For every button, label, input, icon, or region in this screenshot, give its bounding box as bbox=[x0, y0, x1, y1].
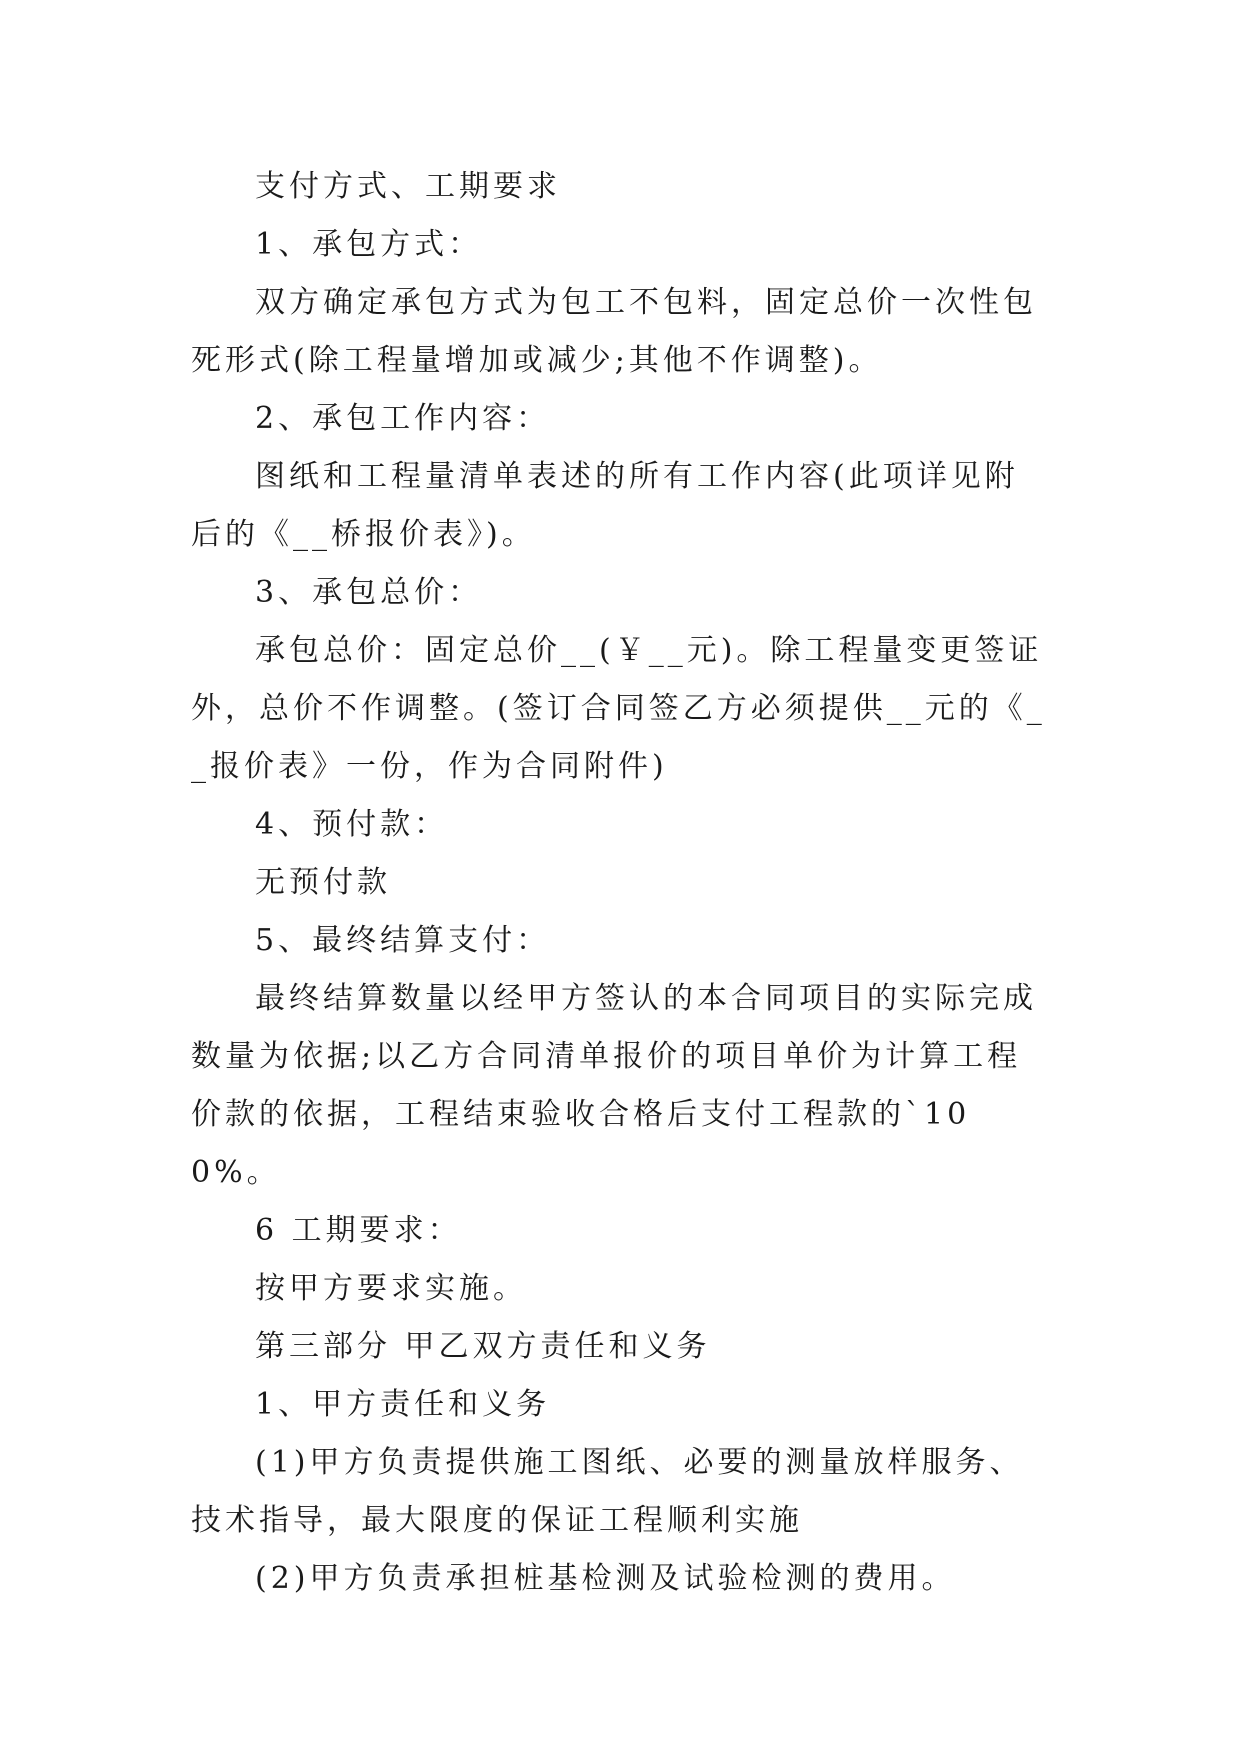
section-heading-part-three: 第三部分 甲乙双方责任和义务 bbox=[255, 1329, 711, 1364]
list-item-party-a-duty-2: (2)甲方负责承担桩基检测及试验检测的费用。 bbox=[255, 1561, 956, 1596]
item-heading-schedule: 6 工期要求： bbox=[255, 1213, 462, 1248]
paragraph-contract-method: 双方确定承包方式为包工不包料，固定总价一次性包死形式(除工程量增加或减少;其他不作调整)。 bbox=[191, 285, 1037, 378]
paragraph-final-settlement: 最终结算数量以经甲方签认的本合同项目的实际完成数量为依据;以乙方合同清单报价的项目单价为计算工程价款的依据，工程结束验收合格后支付工程款的`100%。 bbox=[191, 981, 1037, 1190]
item-heading-advance-payment: 4、预付款： bbox=[255, 807, 449, 842]
paragraph-schedule: 按甲方要求实施。 bbox=[255, 1271, 527, 1306]
item-heading-party-a-duties: 1、甲方责任和义务 bbox=[255, 1387, 551, 1422]
paragraph-advance-payment: 无预付款 bbox=[255, 865, 391, 900]
section-heading-payment-schedule: 支付方式、工期要求 bbox=[255, 169, 561, 204]
item-heading-contract-method: 1、承包方式： bbox=[255, 227, 483, 262]
paragraph-total-price: 承包总价：固定总价__(￥__元)。除工程量变更签证外，总价不作调整。(签订合同签乙方必须提供__元的《__报价表》一份，作为合同附件) bbox=[191, 633, 1046, 784]
paragraph-work-content: 图纸和工程量清单表述的所有工作内容(此项详见附后的《__桥报价表》)。 bbox=[191, 459, 1019, 552]
item-heading-final-settlement: 5、最终结算支付： bbox=[255, 923, 551, 958]
list-item-party-a-duty-1: (1)甲方负责提供施工图纸、必要的测量放样服务、技术指导，最大限度的保证工程顺利实施 bbox=[191, 1445, 1024, 1538]
item-heading-total-price: 3、承包总价： bbox=[255, 575, 483, 610]
document-body bbox=[191, 158, 1051, 1608]
item-heading-work-content: 2、承包工作内容： bbox=[255, 401, 551, 436]
